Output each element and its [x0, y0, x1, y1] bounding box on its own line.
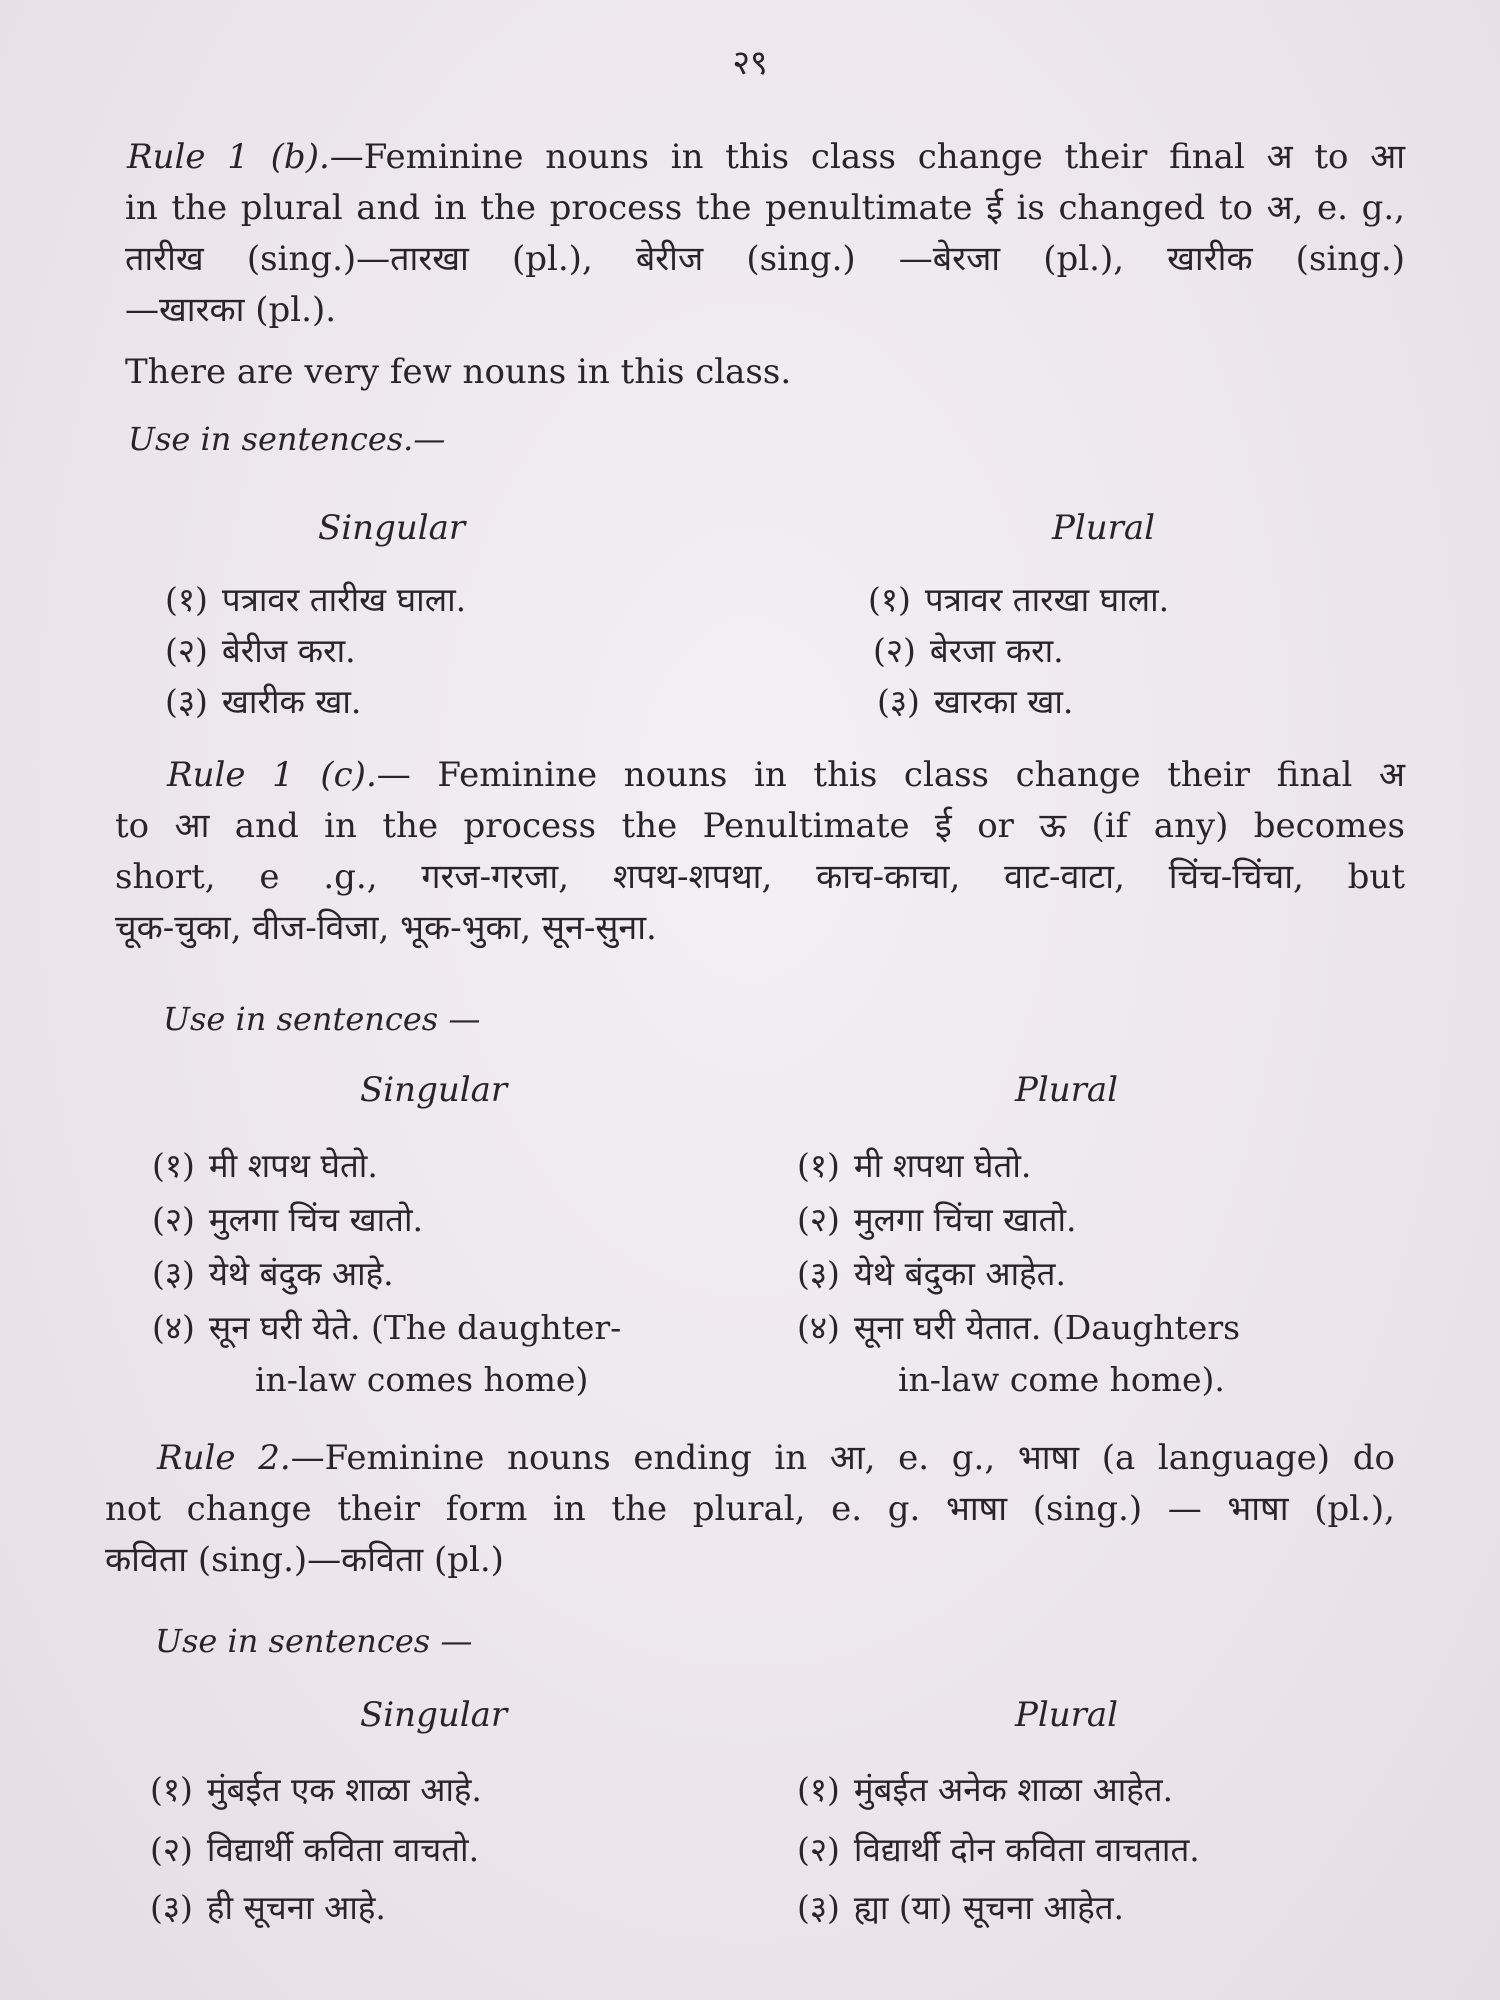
example-singular-3-1: (१) मुंबईत एक शाळा आहे. — [150, 1770, 482, 1809]
rule-1b-label: Rule 1 (b). — [127, 137, 330, 177]
rule-1c-paragraph — [115, 750, 1405, 954]
example-plural-1-2: (२) बेरजा करा. — [873, 631, 1064, 670]
example-singular-2-3: (३) येथे बंदुक आहे. — [152, 1254, 394, 1293]
example-singular-2-4: (४) सून घरी येते. (The daughter- — [152, 1308, 622, 1347]
page-number: २९ — [732, 43, 768, 83]
rule-1c-line-2: to आ and in the process the Penultimate ई or ऊ (if any) becomes — [115, 806, 1405, 846]
plural-heading-2: Plural — [1015, 1070, 1119, 1110]
rule-1b-paragraph — [125, 132, 1405, 336]
rule-1b-line-1: —Feminine nouns in this class change their final अ to आ — [329, 137, 1406, 177]
example-plural-2-4-continued: in-law come home). — [898, 1360, 1225, 1399]
example-singular-1-3: (३) खारीक खा. — [165, 682, 362, 721]
example-plural-3-2: (२) विद्यार्थी दोन कविता वाचतात. — [797, 1830, 1200, 1869]
example-plural-1-3: (३) खारका खा. — [877, 682, 1074, 721]
use-in-sentences-heading-3: Use in sentences — — [155, 1622, 473, 1660]
example-plural-3-3: (३) ह्या (या) सूचना आहेत. — [797, 1888, 1125, 1927]
example-singular-3-2: (२) विद्यार्थी कविता वाचतो. — [150, 1830, 480, 1869]
example-plural-2-3: (३) येथे बंदुका आहेत. — [797, 1254, 1066, 1293]
rule-1b-line-4: —खारका (pl.). — [125, 290, 337, 330]
rule-1b-line-3: तारीख (sing.)—तारखा (pl.), बेरीज (sing.) —बेरजा (pl.), खारीक (sing.) — [125, 239, 1405, 279]
rule-2-paragraph — [105, 1433, 1395, 1586]
example-singular-2-1: (१) मी शपथ घेतो. — [152, 1146, 378, 1185]
example-plural-1-1: (१) पत्रावर तारखा घाला. — [868, 580, 1170, 619]
singular-heading-1: Singular — [318, 508, 466, 548]
rule-2-label: Rule 2. — [157, 1438, 291, 1478]
rule-1b-line-2: in the plural and in the process the penultimate ई is changed to अ, e. g., — [125, 188, 1405, 228]
example-plural-3-1: (१) मुंबईत अनेक शाळा आहेत. — [797, 1770, 1174, 1809]
use-in-sentences-heading-1: Use in sentences.— — [128, 420, 446, 458]
example-singular-2-4-continued: in-law comes home) — [255, 1360, 589, 1399]
example-plural-2-1: (१) मी शपथा घेतो. — [797, 1146, 1032, 1185]
rule-1c-line-4: चूक-चुका, वीज-विजा, भूक-भुका, सून-सुना. — [115, 908, 657, 948]
rule-2-line-1: —Feminine nouns ending in आ, e. g., भाषा (a language) do — [290, 1438, 1395, 1478]
rule-1c-label: Rule 1 (c). — [167, 755, 377, 795]
few-nouns-text: There are very few nouns in this class. — [125, 352, 792, 392]
rule-2-line-3: कविता (sing.)—कविता (pl.) — [105, 1540, 504, 1580]
example-singular-1-1: (१) पत्रावर तारीख घाला. — [165, 580, 467, 619]
example-singular-3-3: (३) ही सूचना आहे. — [150, 1888, 386, 1927]
plural-heading-3: Plural — [1015, 1695, 1119, 1735]
singular-heading-2: Singular — [360, 1070, 508, 1110]
singular-heading-3: Singular — [360, 1695, 508, 1735]
example-singular-2-2: (२) मुलगा चिंच खातो. — [152, 1200, 423, 1239]
rule-1c-line-1: — Feminine nouns in this class change their final अ — [376, 755, 1405, 795]
use-in-sentences-heading-2: Use in sentences — — [163, 1000, 481, 1038]
rule-1c-line-3: short, e .g., गरज-गरजा, शपथ-शपथा, काच-काचा, वाट-वाटा, चिंच-चिंचा, but — [115, 857, 1405, 897]
rule-2-line-2: not change their form in the plural, e. g. भाषा (sing.) — भाषा (pl.), — [105, 1489, 1395, 1529]
plural-heading-1: Plural — [1052, 508, 1156, 548]
example-plural-2-4: (४) सूना घरी येतात. (Daughters — [797, 1308, 1241, 1347]
example-plural-2-2: (२) मुलगा चिंचा खातो. — [797, 1200, 1077, 1239]
example-singular-1-2: (२) बेरीज करा. — [165, 631, 356, 670]
